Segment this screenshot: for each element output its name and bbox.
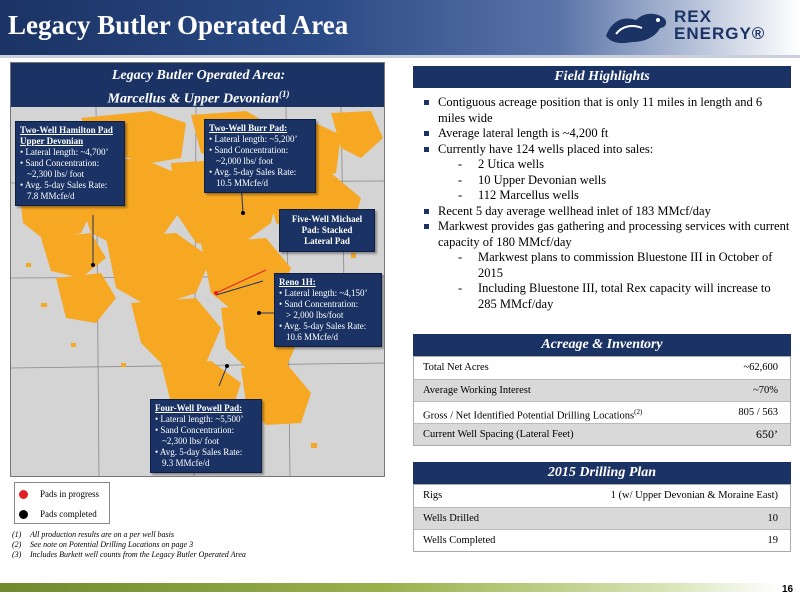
row-footnote-ref: (2) [634,408,643,416]
table-row [414,357,790,379]
field-highlights-header: Field Highlights [413,66,791,88]
callout-item: ~2,300 lbs/ foot [27,169,85,179]
callout-item: 10.6 MMcfe/d [286,332,338,342]
row-value: 805 / 563 [738,407,778,418]
acreage-inventory-header: Acreage & Inventory [413,334,791,356]
acreage-map [10,62,385,477]
callout-reno-1h [274,273,382,347]
reno-pad-marker [257,311,261,315]
row-label: Rigs [423,490,443,501]
callout-michael-pad [279,209,375,252]
table-row [414,507,790,529]
table-row [414,379,790,401]
callout-item: • Sand Concentration: [20,158,100,168]
callout-item: • Sand Concentration: [209,145,289,155]
callout-item: > 2,000 lbs/foot [286,310,344,320]
row-label: Wells Drilled [423,513,480,524]
drilling-plan-header: 2015 Drilling Plan [413,462,791,484]
row-label: Average Working Interest [423,385,531,396]
callout-burr-pad [204,119,316,193]
map-header-line1: Legacy Butler Operated Area: [111,68,286,83]
highlight-bullet: Contiguous acreage position that is only 11 miles in length and 6 miles wide [420,95,790,126]
callout-item: • Sand Concentration: [279,299,359,309]
highlight-bullet: Currently have 124 wells placed into sales: [420,142,790,158]
map-header-footnote-ref: (1) [279,89,290,99]
row-label: Wells Completed [423,535,496,546]
callout-subtitle: Upper Devonian [20,136,84,146]
callout-title: Two-Well Burr Pad: [209,123,288,133]
callout-line: Lateral Pad [304,236,350,246]
highlight-bullet: Recent 5 day average wellhead inlet of 183 MMcf/day [420,204,790,220]
highlight-subbullet: - Markwest plans to commission Bluestone III in October of 2015 [458,250,773,280]
logo-text-energy: ENERGY® [674,24,766,43]
burr-pad-marker [241,211,245,215]
highlight-bullet: Average lateral length is ~4,200 ft [420,126,790,142]
row-value: ~62,600 [743,362,778,373]
title-divider [0,55,800,58]
callout-item: 9.3 MMcfe/d [162,458,210,468]
callout-item: • Avg. 5-day Sales Rate: [209,167,297,177]
michael-pad-marker [214,291,218,295]
legend-label: Pads in progress [40,489,99,499]
table-row [414,485,790,507]
powell-pad-marker [225,364,229,368]
page-number: 16 [782,584,794,595]
highlight-bullet: Markwest provides gas gathering and processing services with current capacity of 180 MMcf/day [420,219,790,250]
acreage-inventory-table [413,356,791,446]
row-label: Total Net Acres [423,362,489,373]
callout-title: Two-Well Hamilton Pad [20,125,113,135]
map-header-line2: Marcellus & Upper Devonian [107,91,279,107]
drilling-plan-table [413,484,791,552]
callout-item: 7.8 MMcfe/d [27,191,75,201]
map-legend [14,482,110,524]
callout-item: • Lateral length: ~4,150’ [279,288,368,298]
callout-line: Five-Well Michael [291,214,363,224]
black-dot-icon [19,510,28,519]
footnotes [12,530,246,560]
footnote: (3) Includes Burkett well counts from the Legacy Butler Operated Area [12,550,246,559]
callout-powell-pad [150,399,262,473]
callout-item: • Lateral length: ~5,500’ [155,414,244,424]
row-value: 1 (w/ Upper Devonian & Moraine East) [610,490,778,501]
callout-item: • Avg. 5-day Sales Rate: [155,447,243,457]
row-value: 650’ [756,427,778,441]
callout-item: • Lateral length: ~5,200’ [209,134,298,144]
table-row [414,529,790,551]
logo-text-rex: REX [674,7,712,26]
callout-title: Four-Well Powell Pad: [155,403,243,413]
highlight-subbullet: - 2 Utica wells [458,157,544,171]
footnote: (2) See note on Potential Drilling Locations on page 3 [12,540,194,549]
row-value: 10 [767,513,778,524]
callout-item: • Sand Concentration: [155,425,235,435]
row-label: Gross / Net Identified Potential Drilling Locations [423,410,635,422]
row-label: Current Well Spacing (Lateral Feet) [423,429,574,440]
field-highlights-list [420,95,790,312]
map-header [11,63,385,107]
highlight-subbullet: - Including Bluestone III, total Rex capacity will increase to 285 MMcf/day [458,281,771,311]
rex-energy-logo [602,6,792,50]
callout-item: • Lateral length: ~4,700’ [20,147,109,157]
callout-line: Pad: Stacked [301,225,353,235]
callout-item: 10.5 MMcfe/d [216,178,268,188]
highlight-subbullet: - 112 Marcellus wells [458,188,579,202]
table-row [414,401,790,423]
hamilton-pad-marker [91,263,95,267]
row-value: 19 [767,535,778,546]
dinosaur-logo-icon [602,6,672,50]
footer-bar [0,583,780,592]
highlight-subbullet: - 10 Upper Devonian wells [458,172,607,187]
callout-title: Reno 1H: [279,277,316,287]
row-value: ~70% [753,385,778,396]
slide-title: Legacy Butler Operated Area [8,10,349,40]
callout-item: ~2,000 lbs/ foot [216,156,274,166]
callout-item: • Avg. 5-day Sales Rate: [20,180,108,190]
footnote: (1) All production results are on a per well basis [12,530,174,539]
table-row [414,423,790,445]
callout-item: ~2,300 lbs/ foot [162,436,220,446]
legend-label: Pads completed [40,509,97,519]
red-dot-icon [19,490,28,499]
callout-hamilton-pad [15,121,125,206]
callout-item: • Avg. 5-day Sales Rate: [279,321,367,331]
